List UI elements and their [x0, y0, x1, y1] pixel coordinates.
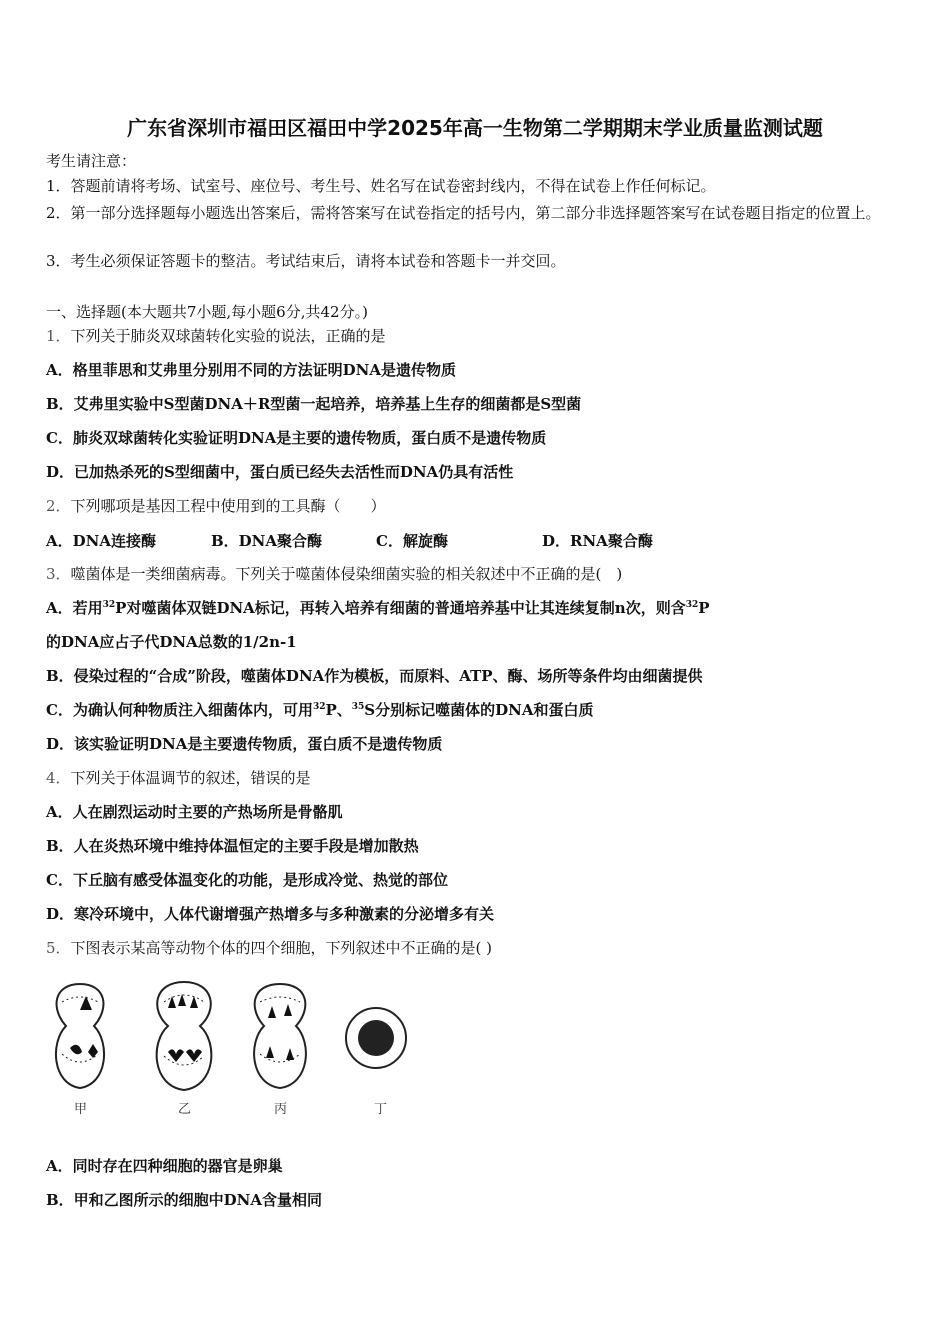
cell-jia — [56, 984, 104, 1088]
question-5 — [46, 938, 906, 958]
cell-yi — [157, 982, 212, 1090]
text-fragment: A．若用 — [46, 599, 103, 617]
superscript: 35 — [351, 702, 365, 712]
q5-option-a: A．同时存在四种细胞的器官是卵巢 — [46, 1157, 283, 1175]
q4-option-c: C．下丘脑有感受体温变化的功能，是形成冷觉、热觉的部位 — [46, 871, 448, 889]
question-1 — [46, 326, 906, 346]
q3-option-b: B．侵染过程的“合成”阶段，噬菌体DNA作为模板，而原料、ATP、酶、场所等条件均由细菌提供 — [46, 667, 703, 685]
question-number: 4． — [46, 769, 71, 787]
superscript: 32 — [685, 600, 699, 610]
question-stem: 噬菌体是一类细菌病毒。下列关于噬菌体侵染细菌实验的相关叙述中不正确的是( ) — [70, 565, 623, 583]
q4-option-d: D．寒冷环境中，人体代谢增强产热增多与多种激素的分泌增多有关 — [46, 905, 495, 923]
page-title: 广东省深圳市福田区福田中学2025年高一生物第二学期期末学业质量监测试题 — [127, 116, 823, 140]
q2-option-b: B．DNA聚合酶 — [211, 532, 323, 550]
text-fragment: P对噬菌体双链DNA标记，再转入培养有细菌的普通培养基中让其连续复制n次，则含 — [115, 599, 686, 617]
q3-option-c — [46, 700, 906, 720]
q1-option-d: D．已加热杀死的S型细菌中，蛋白质已经失去活性而DNA仍具有活性 — [46, 463, 514, 481]
question-number: 5． — [46, 939, 71, 957]
text-fragment: P、 — [325, 701, 352, 719]
section-heading: 一、选择题(本大题共7小题,每小题6分,共42分。) — [46, 303, 368, 321]
question-number: 2． — [46, 497, 71, 515]
notice-item-3: 3．考生必须保证答题卡的整洁。考试结束后，请将本试卷和答题卡一并交回。 — [46, 252, 566, 270]
text-fragment: P — [698, 599, 710, 617]
caption-yi: 乙 — [178, 1102, 192, 1117]
cell-division-figure — [44, 978, 444, 1118]
question-stem: 下图表示某高等动物个体的四个细胞，下列叙述中不正确的是( ) — [70, 939, 493, 957]
cell-diagrams — [44, 978, 444, 1098]
caption-ding: 丁 — [374, 1102, 388, 1117]
caption-jia: 甲 — [74, 1102, 88, 1117]
caption-bing: 丙 — [274, 1102, 288, 1117]
q3-option-d: D．该实验证明DNA是主要遗传物质，蛋白质不是遗传物质 — [46, 735, 443, 753]
question-3 — [46, 564, 906, 584]
text-fragment: S分别标记噬菌体的DNA和蛋白质 — [364, 701, 594, 719]
q2-option-d: D．RNA聚合酶 — [542, 532, 653, 550]
q4-option-a: A．人在剧烈运动时主要的产热场所是骨骼肌 — [46, 803, 343, 821]
notice-heading: 考生请注意： — [46, 152, 137, 170]
notice-item-1: 1．答题前请将考场、试室号、座位号、考生号、姓名写在试卷密封线内，不得在试卷上作任何标记。 — [46, 177, 716, 195]
cell-bing — [254, 984, 306, 1088]
question-stem: 下列哪项是基因工程中使用到的工具酶（ ） — [70, 497, 386, 515]
question-number: 1． — [46, 327, 71, 345]
superscript: 32 — [312, 702, 326, 712]
question-stem: 下列关于肺炎双球菌转化实验的说法，正确的是 — [70, 327, 386, 345]
notice-item-2: 2．第一部分选择题每小题选出答案后，需将答案写在试卷指定的括号内，第二部分非选择题答案写在试卷题目指定的位置上。 — [46, 204, 881, 222]
question-4 — [46, 768, 906, 788]
text-fragment: C．为确认何种物质注入细菌体内，可用 — [46, 701, 313, 719]
q1-option-a: A．格里菲思和艾弗里分别用不同的方法证明DNA是遗传物质 — [46, 361, 456, 379]
q2-option-c: C．解旋酶 — [376, 532, 448, 550]
question-2 — [46, 496, 906, 516]
question-stem: 下列关于体温调节的叙述，错误的是 — [70, 769, 311, 787]
q3-option-a-line1 — [46, 598, 906, 618]
q1-option-b: B．艾弗里实验中S型菌DNA＋R型菌一起培养，培养基上生存的细菌都是S型菌 — [46, 395, 582, 413]
superscript: 32 — [102, 600, 116, 610]
question-number: 3． — [46, 565, 71, 583]
q2-option-a: A．DNA连接酶 — [46, 532, 156, 550]
q5-option-b: B．甲和乙图所示的细胞中DNA含量相同 — [46, 1191, 323, 1209]
q4-option-b: B．人在炎热环境中维持体温恒定的主要手段是增加散热 — [46, 837, 419, 855]
q1-option-c: C．肺炎双球菌转化实验证明DNA是主要的遗传物质，蛋白质不是遗传物质 — [46, 429, 547, 447]
q3-option-a-line2: 的DNA应占子代DNA总数的1/2n-1 — [46, 633, 297, 651]
